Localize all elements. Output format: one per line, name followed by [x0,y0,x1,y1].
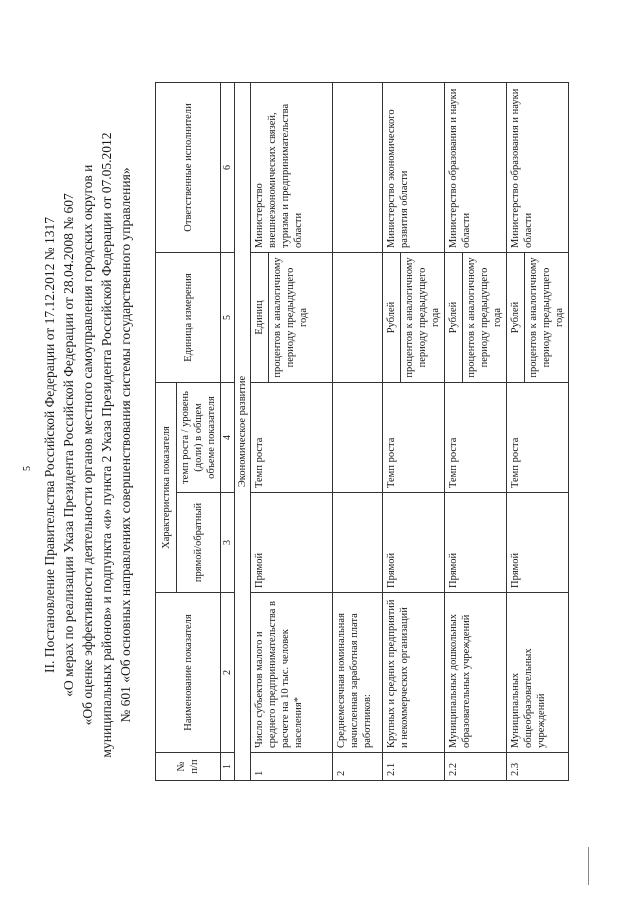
row-num: 2.1 [383,753,445,781]
header-responsible: Ответственные исполнители [156,83,221,253]
row-direction: Прямой [251,493,333,593]
row-rate: Темп роста [445,383,507,493]
row-responsible: Министерство внешнеэкономических связей, туризма и предпринимательства области [251,83,333,253]
table-row [507,83,569,781]
heading-line: муниципальных районов» и подпункта «и» пункта 2 Указа Президента Российской Федерации от 07.05.2012 [99,132,114,758]
row-name: Муниципальных дошкольных образовательных учреждений [445,593,507,753]
indicators-table [155,82,569,781]
row-num: 2.3 [507,753,569,781]
row-unit-bottom: процентов к аналогичному периоду предыдущего года [404,257,441,378]
document-heading [40,45,135,845]
row-unit [445,253,507,383]
row-responsible: Министерство экономического развития области [383,83,445,253]
row-num: 2.2 [445,753,507,781]
row-rate: Темп роста [507,383,569,493]
header-unit: Единица измерения [156,253,221,383]
row-num: 2 [333,753,383,781]
row-rate [333,383,383,493]
header-rate: темп роста / уровень (доли) в общем объеме показателя [177,383,221,493]
column-number: 3 [221,493,235,593]
row-unit-bottom: процентов к аналогичному периоду предыдущего года [466,257,503,378]
row-direction [333,493,383,593]
heading-line: «Об оценке эффективности деятельности органов местного самоуправления городских округов и [80,164,95,726]
row-responsible: Министерство образования и науки области [445,83,507,253]
column-number: 2 [221,593,235,753]
row-unit [333,253,383,383]
row-unit-top: Рублей [445,253,463,382]
row-unit-top: Рублей [383,253,401,382]
row-num: 1 [251,753,333,781]
heading-line: № 601 «Об основных направлениях совершенствования системы государственного управления» [118,167,133,723]
table-row [383,83,445,781]
table-row [445,83,507,781]
row-unit-top: Единиц [251,253,269,382]
column-number: 6 [221,83,235,253]
row-name: Среднемесячная номинальная начисленная заработная плата работников: [333,593,383,753]
column-number: 5 [221,253,235,383]
header-characteristic: Характеристика показателя [156,383,177,593]
row-direction: Прямой [507,493,569,593]
column-number: 4 [221,383,235,493]
section-title: Экономическое развитие [235,83,251,781]
heading-line: «О мерах по реализации Указа Президента Российской Федерации от 28.04.2008 № 607 [61,193,76,697]
header-direction: прямой/обратный [177,493,221,593]
row-responsible: Министерство образования и науки области [507,83,569,253]
row-direction: Прямой [383,493,445,593]
table-row [333,83,383,781]
row-unit [507,253,569,383]
row-responsible [333,83,383,253]
header-name: Наименование показателя [156,593,221,753]
column-numbers-row [221,83,235,781]
row-unit [383,253,445,383]
page-number: 5 [22,466,33,471]
row-name: Муниципальных общеобразовательных учреждений [507,593,569,753]
row-unit-top: Рублей [507,253,525,382]
row-unit-bottom: процентов к аналогичному периоду предыдущего года [272,257,309,378]
table-row [251,83,333,781]
header-num: № п/п [156,753,221,781]
column-number: 1 [221,753,235,781]
row-name: Крупных и средних предприятий и некоммерческих организаций [383,593,445,753]
row-rate: Темп роста [383,383,445,493]
row-rate: Темп роста [251,383,333,493]
row-name: Число субъектов малого и среднего предпринимательства в расчете на 10 тыс. человек населения* [251,593,333,753]
scan-mark [578,847,589,885]
section-row [235,83,251,781]
row-unit [251,253,333,383]
row-direction: Прямой [445,493,507,593]
heading-line: II. Постановление Правительства Российской Федерации от 17.12.2012 № 1317 [42,217,57,673]
row-unit-bottom: процентов к аналогичному периоду предыдущего года [528,257,565,378]
